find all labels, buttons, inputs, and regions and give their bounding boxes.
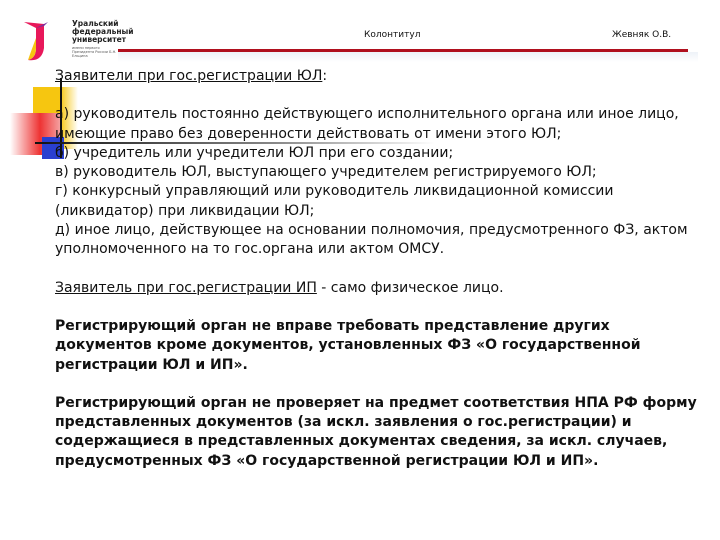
ip-text: - само физическое лицо.: [316, 279, 504, 296]
university-logo: [20, 16, 134, 66]
logo-text: [72, 20, 134, 44]
section-heading: [55, 67, 705, 86]
ip-paragraph: [55, 279, 705, 298]
list-item: г) конкурсный управляющий или руководитель ликвидационной комиссии (ликвидатор) при ликвидации ЮЛ;: [55, 183, 614, 219]
logo-line: университет: [72, 35, 127, 44]
list-item: б) учредитель или учредители ЮЛ при его создании;: [55, 144, 454, 161]
ip-link[interactable]: Заявитель при гос.регистрации ИП: [55, 279, 317, 296]
slide-body: [55, 67, 705, 471]
heading-link[interactable]: Заявители при гос.регистрации ЮЛ: [55, 68, 323, 84]
heading-colon: :: [322, 68, 328, 84]
bold-paragraph-2: Регистрирующий орган не проверяет на предмет соответствия НПА РФ форму представленных документов (за искл. заявления о гос.регистрации) и содержащиеся в представленных документах сведения, за искл. случаев, предусмотренных ФЗ «О государственной регистрации ЮЛ и ИП».: [55, 394, 697, 469]
list-item: а) руководитель постоянно действующего исполнительного органа или иное лицо, имеющие право без доверенности действовать от имени этого ЮЛ;: [55, 106, 679, 142]
logo-mark-icon: [22, 18, 52, 62]
logo-line: Уральский: [72, 19, 119, 28]
header-shade: [118, 52, 698, 62]
list-item: д) иное лицо, действующее на основании полномочия, предусмотренного ФЗ, актом уполномоченного на то гос.органа или актом ОМСУ.: [55, 222, 688, 258]
list-item: в) руководитель ЮЛ, выступающего учредителем регистрируемого ЮЛ;: [55, 164, 597, 181]
header-author: Жевняк О.В.: [612, 30, 672, 40]
logo-line: федеральный: [72, 27, 134, 36]
header-title: Колонтитул: [364, 30, 421, 40]
bold-paragraph-1: Регистрирующий орган не вправе требовать представление других документов кроме документов, установленных ФЗ «О государственной регистрации ЮЛ и ИП».: [55, 317, 641, 373]
logo-subtitle: имени первого Президента России Б.Н. Ельцина: [72, 46, 117, 58]
